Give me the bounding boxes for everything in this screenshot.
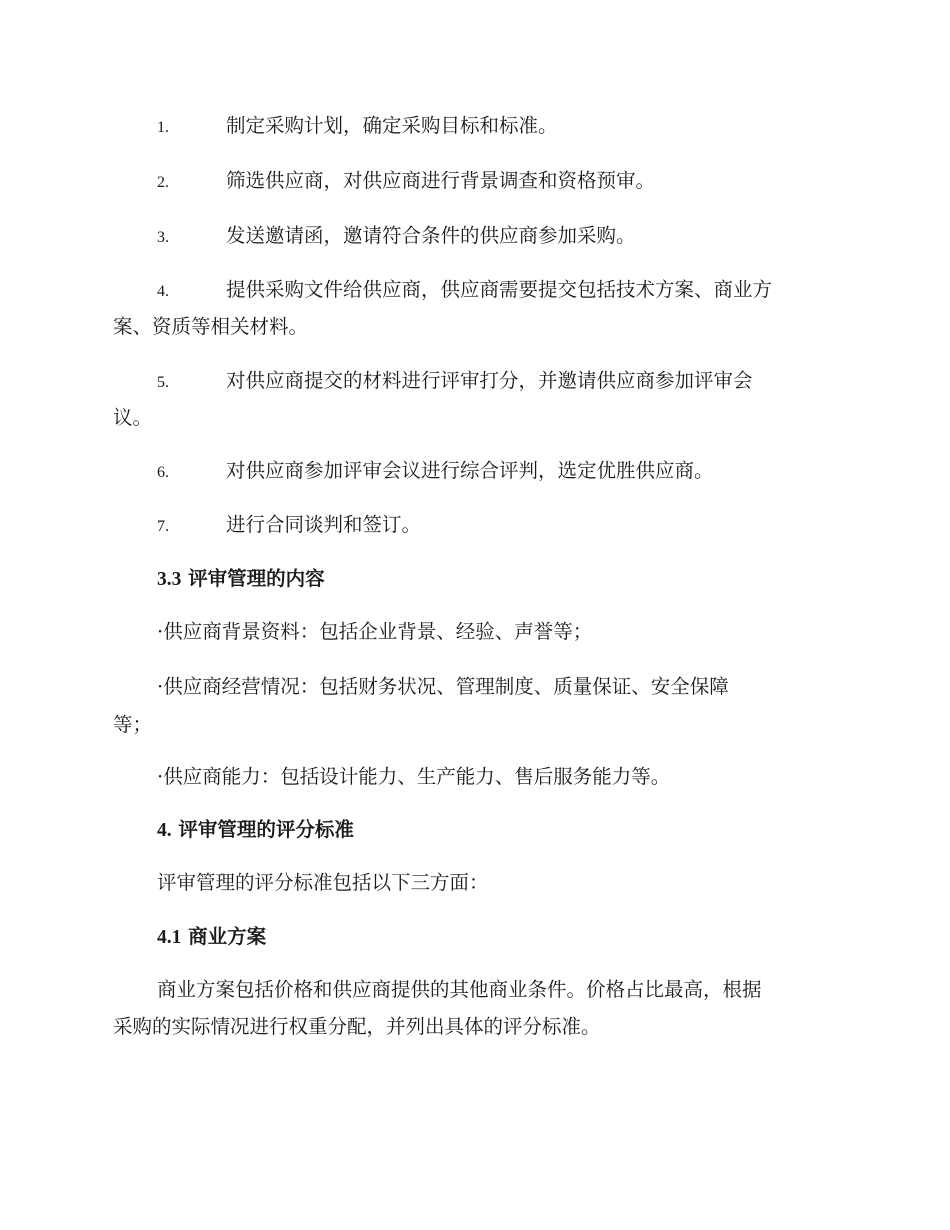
section-intro: 评审管理的评分标准包括以下三方面： bbox=[157, 871, 489, 894]
section-number: 4.1 bbox=[157, 927, 182, 948]
list-item-text: 制定采购计划，确定采购目标和标准。 bbox=[226, 114, 558, 137]
list-item-number: 2. bbox=[157, 174, 169, 191]
section-number: 4. bbox=[157, 820, 172, 841]
paragraph-line: 采购的实际情况进行权重分配，并列出具体的评分标准。 bbox=[113, 1015, 601, 1038]
list-item-text: 筛选供应商，对供应商进行背景调查和资格预审。 bbox=[226, 169, 656, 192]
section-heading-4-1 bbox=[157, 925, 266, 950]
bullet-continuation: 等； bbox=[113, 713, 153, 736]
bullet-item: ·供应商经营情况：包括财务状况、管理制度、质量保证、安全保障 bbox=[157, 675, 729, 698]
section-heading-4 bbox=[157, 818, 354, 843]
list-item-continuation: 案、资质等相关材料。 bbox=[113, 315, 309, 338]
list-item-number: 1. bbox=[157, 119, 169, 136]
section-heading-3-3 bbox=[157, 567, 325, 592]
paragraph-line: 商业方案包括价格和供应商提供的其他商业条件。价格占比最高，根据 bbox=[157, 978, 762, 1001]
list-item-text: 发送邀请函，邀请符合条件的供应商参加采购。 bbox=[226, 224, 636, 247]
list-item-text: 对供应商参加评审会议进行综合评判，选定优胜供应商。 bbox=[226, 459, 714, 482]
list-item-text: 进行合同谈判和签订。 bbox=[226, 513, 422, 536]
section-number: 3.3 bbox=[157, 569, 182, 590]
list-item-continuation: 议。 bbox=[113, 406, 153, 429]
list-item-number: 5. bbox=[157, 374, 169, 391]
list-item-number: 6. bbox=[157, 464, 169, 481]
section-title: 评审管理的评分标准 bbox=[178, 818, 354, 841]
section-title: 商业方案 bbox=[188, 925, 267, 948]
list-item-number: 7. bbox=[157, 518, 169, 535]
section-title: 评审管理的内容 bbox=[188, 567, 325, 590]
list-item-text: 提供采购文件给供应商，供应商需要提交包括技术方案、商业方 bbox=[226, 278, 773, 301]
bullet-item: ·供应商背景资料：包括企业背景、经验、声誉等； bbox=[157, 620, 593, 643]
list-item-text: 对供应商提交的材料进行评审打分，并邀请供应商参加评审会 bbox=[226, 369, 753, 392]
list-item-number: 3. bbox=[157, 229, 169, 246]
list-item-number: 4. bbox=[157, 283, 169, 300]
bullet-item: ·供应商能力：包括设计能力、生产能力、售后服务能力等。 bbox=[157, 765, 671, 788]
